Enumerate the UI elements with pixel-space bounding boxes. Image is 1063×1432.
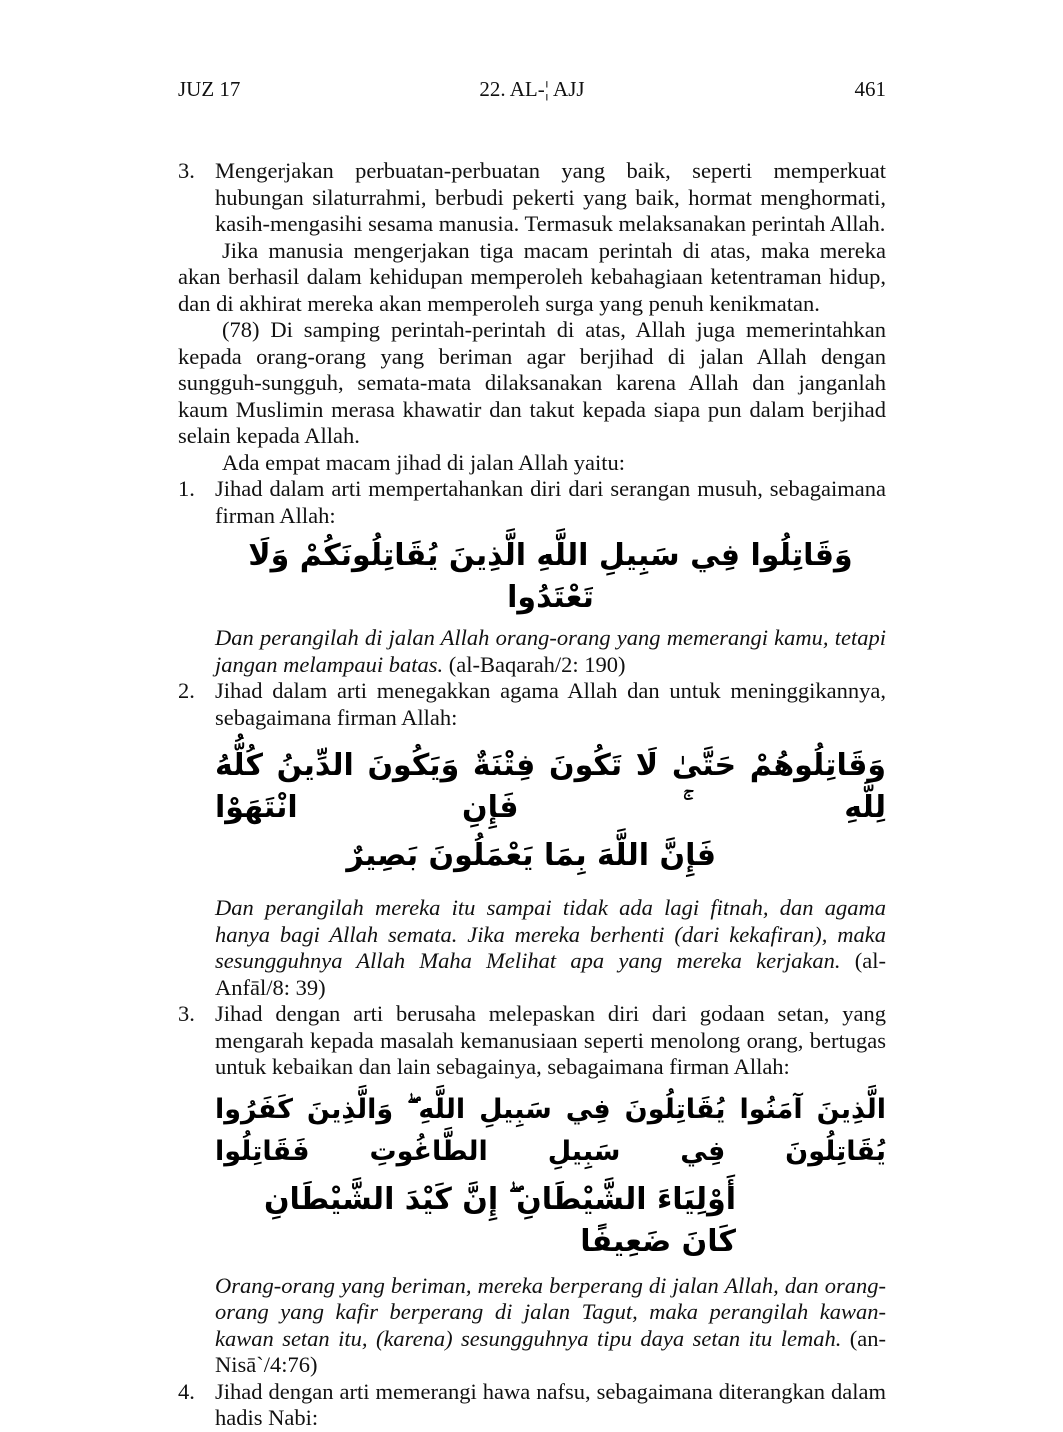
paragraph: Ada empat macam jihad di jalan Allah yaitu: (222, 449, 626, 475)
list-item-number: 3. (178, 158, 195, 183)
juz-label: JUZ 17 (178, 77, 241, 101)
verse-reference: (an-Nisā`/4:76) (215, 1325, 887, 1377)
list-item-text: Jihad dalam arti mempertahankan diri dari serangan musuh, sebagaimana firman Allah: (215, 476, 886, 528)
paragraph: Jika manusia mengerjakan tiga macam perintah di atas, maka mereka akan berhasil dalam kehidupan memperoleh kebahagiaan ketentraman hidup, dan di akhirat mereka akan memperoleh surga yang penuh kenikmatan. (178, 237, 886, 316)
verse-reference: (al-Anfāl/8: 39) (215, 948, 886, 1000)
arabic-verse-line: أَوْلِيَاءَ الشَّيْطَانِ ۖ إِنَّ كَيْدَ الشَّيْطَانِ كَانَ ضَعِيفًا (263, 1181, 736, 1259)
arabic-verse-block (178, 745, 886, 877)
verse-reference: (al-Baqarah/2: 190) (448, 651, 626, 677)
list-item (178, 158, 886, 238)
arabic-verse-line: وَقَاتِلُوهُمْ حَتَّىٰ لَا تَكُونَ فِتْنَةٌ وَيَكُونَ الدِّينُ كُلُّهُ لِلَّهِ ۚ فَإِنِ انْتَهَوْا (215, 748, 886, 825)
verse-translation (215, 895, 886, 1001)
list-item-number: 3. (178, 1001, 195, 1026)
verse-translation (215, 1273, 886, 1379)
verse-translation (215, 625, 886, 678)
arabic-verse-line: فَإِنَّ اللَّهَ بِمَا يَعْمَلُونَ بَصِيرٌ (346, 838, 716, 873)
list-item-number: 4. (178, 1378, 195, 1404)
jihad-item-2 (178, 678, 886, 731)
translation-text: Orang-orang yang beriman, mereka berperang di jalan Allah, dan orang-orang yang kafir berperang di jalan Tagut, maka perangilah kawan-kawan setan itu, (karena) sesungguhnya tipu daya setan itu lemah. (215, 1272, 886, 1351)
list-item-text: Jihad dengan arti memerangi hawa nafsu, sebagaimana diterangkan dalam hadis Nabi: (215, 1378, 886, 1430)
chapter-title: 22. AL-¦ AJJ (479, 77, 585, 101)
list-item-text: Jihad dalam arti menegakkan agama Allah dan untuk meninggikannya, sebagaimana firman Allah: (215, 678, 886, 730)
translation-text: Dan perangilah mereka itu sampai tidak ada lagi fitnah, dan agama hanya bagi Allah semata. Jika mereka berhenti (dari kekafiran), maka sesungguhnya Allah Maha Melihat apa yang mereka kerjakan. (215, 895, 886, 973)
list-item-text: Jihad dengan arti berusaha melepaskan diri dari godaan setan, yang mengarah kepada masalah kemanusiaan seperti menolong orang, bertugas untuk kebaikan dan lain sebagainya, sebagaimana firman Allah: (215, 1001, 886, 1079)
page-body (178, 158, 886, 1432)
jihad-item-1 (178, 476, 886, 529)
jihad-item-4 (178, 1379, 886, 1432)
arabic-verse-block (178, 1089, 886, 1263)
jihad-item-3 (178, 1001, 886, 1081)
arabic-verse: وَقَاتِلُوا فِي سَبِيلِ اللَّهِ الَّذِينَ يُقَاتِلُونَكُمْ وَلَا تَعْتَدُوا (248, 538, 853, 615)
list-item-number: 1. (178, 476, 195, 501)
page-number: 461 (854, 77, 886, 101)
running-header (178, 76, 886, 102)
list-item-number: 2. (178, 678, 195, 703)
translation-text: Dan perangilah di jalan Allah orang-orang yang memerangi kamu, tetapi jangan melampaui batas. (215, 625, 886, 677)
arabic-verse-line: الَّذِينَ آمَنُوا يُقَاتِلُونَ فِي سَبِيلِ اللَّهِ ۖ وَالَّذِينَ كَفَرُوا يُقَاتِلُونَ فِي سَبِيلِ الطَّاغُوتِ فَقَاتِلُوا (215, 1093, 886, 1167)
list-item-text: Mengerjakan perbuatan-perbuatan yang baik, seperti memperkuat hubungan silaturrahmi, berbudi pekerti yang baik, hormat menghormati, kasih-mengasihi sesama manusia. Termasuk melaksanakan perintah Allah. (215, 158, 886, 236)
paragraph: (78) Di samping perintah-perintah di atas, Allah juga memerintahkan kepada orang-orang yang beriman agar berjihad di jalan Allah dengan sungguh-sungguh, semata-mata dilaksanakan karena Allah dan janganlah kaum Muslimin merasa khawatir dan takut kepada siapa pun dalam berjihad selain kepada Allah. (178, 317, 886, 448)
